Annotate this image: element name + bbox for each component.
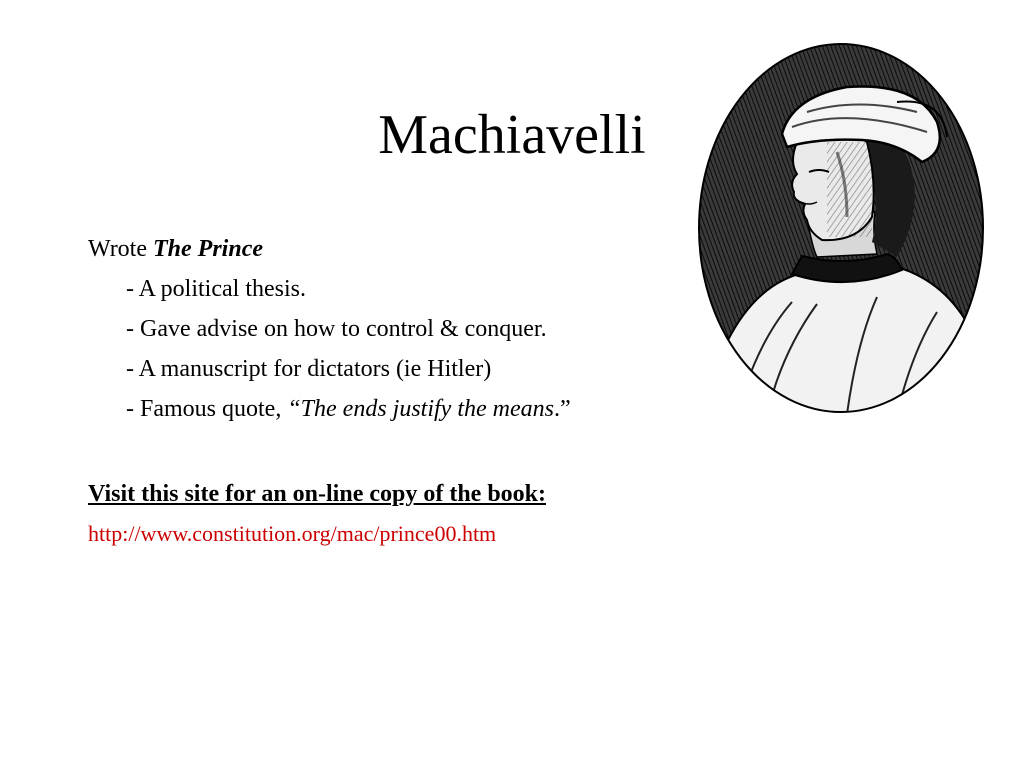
bullet-famous-quote (88, 389, 571, 429)
machiavelli-portrait-icon (697, 42, 985, 414)
book-title: The Prince (153, 236, 263, 262)
spacer (88, 429, 571, 474)
slide-title: Machiavelli (378, 104, 646, 166)
slide-body (88, 229, 571, 554)
link-heading: Visit this site for an on-line copy of the book: (88, 481, 547, 507)
bullet-manuscript: - A manuscript for dictators (ie Hitler) (126, 356, 492, 382)
quote-prefix: - Famous quote, (126, 396, 288, 422)
quote-suffix: .” (553, 396, 571, 422)
bullet-political-thesis: - A political thesis. (126, 276, 306, 302)
quote-text: “The ends justify the means (287, 396, 554, 422)
book-url-link[interactable]: http://www.constitution.org/mac/prince00.htm (88, 521, 497, 546)
bullet-advice: - Gave advise on how to control & conquer. (126, 316, 547, 342)
intro-prefix: Wrote (88, 236, 154, 262)
intro-line (88, 229, 571, 269)
